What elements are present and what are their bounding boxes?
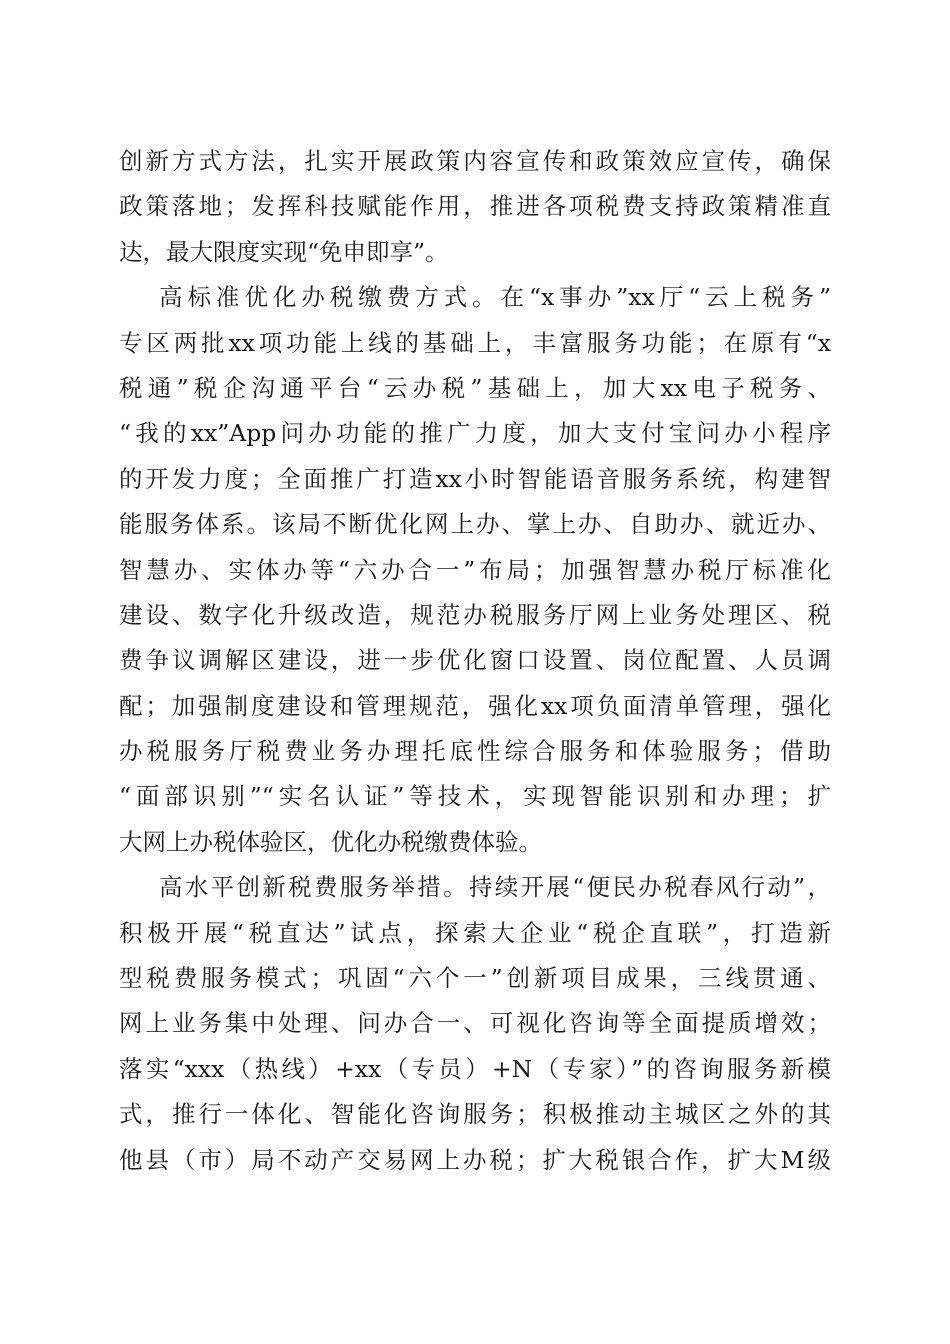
text-line: 费争议调解区建设，进一步优化窗口设置、岗位配置、人员调 bbox=[119, 646, 831, 675]
text-line: 配；加强制度建设和管理规范，强化xx项负面清单管理，强化 bbox=[119, 691, 831, 720]
text-line: 落实“xxx（热线）+xx（专员）+N（专家）”的咨询服务新模 bbox=[119, 1054, 831, 1083]
text-line: 的开发力度；全面推广打造xx小时智能语音服务系统，构建智 bbox=[119, 464, 831, 493]
text-line: 专区两批xx项功能上线的基础上，丰富服务功能；在原有“x bbox=[119, 328, 831, 357]
text-line: 达，最大限度实现“免申即享”。 bbox=[119, 237, 449, 266]
text-line: 型税费服务模式；巩固“六个一”创新项目成果，三线贯通、 bbox=[119, 964, 831, 993]
text-line: 能服务体系。该局不断优化网上办、掌上办、自助办、就近办、 bbox=[119, 510, 831, 539]
text-line: “我的xx”App问办功能的推广力度，加大支付宝问办小程序 bbox=[119, 419, 831, 448]
text-line: 政策落地；发挥科技赋能作用，推进各项税费支持政策精准直 bbox=[119, 192, 831, 221]
text-line: 办税服务厅税费业务办理托底性综合服务和体验服务；借助 bbox=[119, 737, 831, 766]
text-line: 式，推行一体化、智能化咨询服务；积极推动主城区之外的其 bbox=[119, 1100, 831, 1129]
text-line: 他县（市）局不动产交易网上办税；扩大税银合作，扩大M级 bbox=[119, 1145, 831, 1174]
text-line: 智慧办、实体办等“六办合一”布局；加强智慧办税厅标准化 bbox=[119, 555, 831, 584]
text-line: 大网上办税体验区，优化办税缴费体验。 bbox=[119, 827, 542, 856]
paragraph-heading-line: 高水平创新税费服务举措。持续开展“便民办税春风行动”， bbox=[159, 873, 831, 902]
paragraph-heading-line: 高标准优化办税缴费方式。在“x事办”xx厅“云上税务” bbox=[159, 283, 831, 312]
text-line: 网上业务集中处理、问办合一、可视化咨询等全面提质增效； bbox=[119, 1009, 831, 1038]
text-line: “面部识别”“实名认证”等技术，实现智能识别和办理；扩 bbox=[119, 782, 831, 811]
text-line: 建设、数字化升级改造，规范办税服务厅网上业务处理区、税 bbox=[119, 600, 831, 629]
text-line: 创新方式方法，扎实开展政策内容宣传和政策效应宣传，确保 bbox=[119, 147, 831, 175]
text-line: 税通”税企沟通平台“云办税”基础上，加大xx电子税务、 bbox=[119, 373, 831, 402]
text-line: 积极开展“税直达”试点，探索大企业“税企直联”，打造新 bbox=[119, 918, 831, 947]
document-body bbox=[119, 139, 831, 1183]
